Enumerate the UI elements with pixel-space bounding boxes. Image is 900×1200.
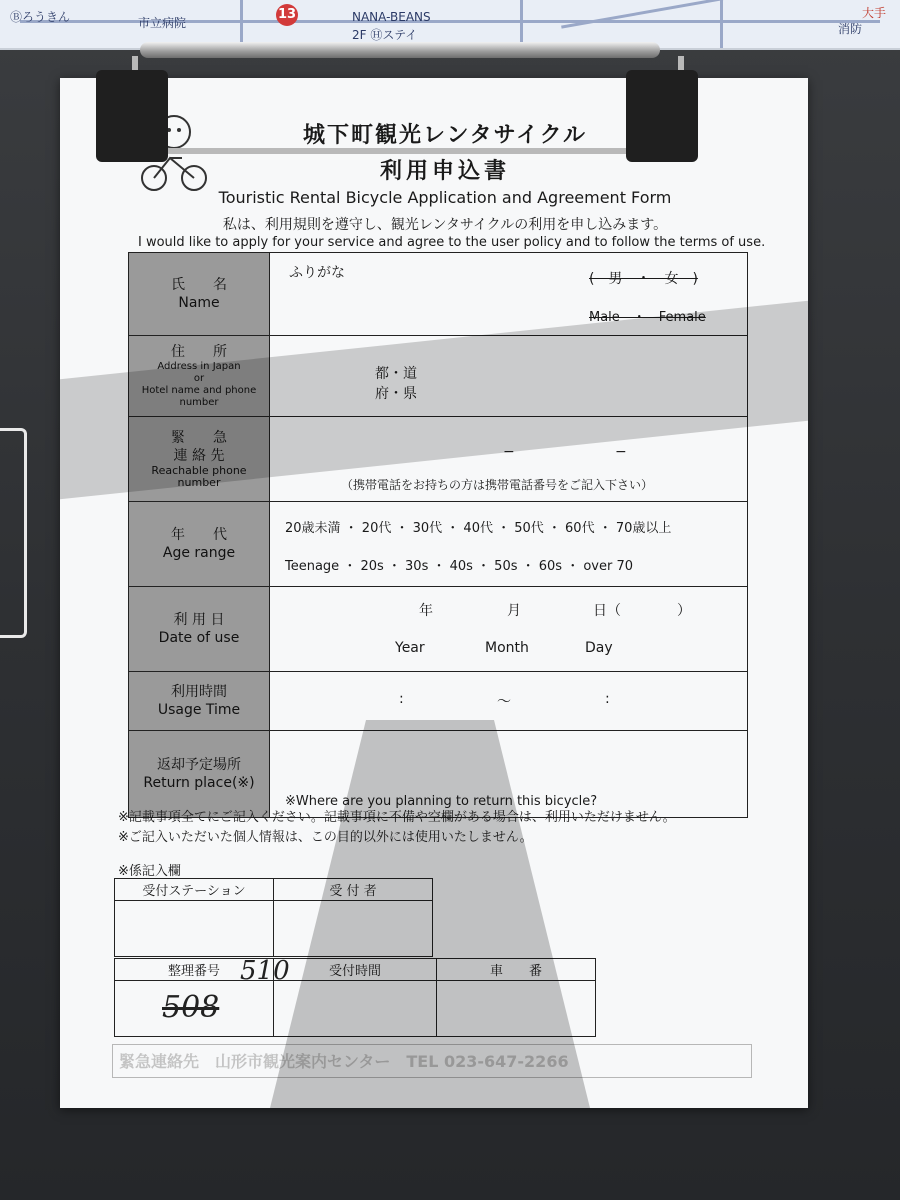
age-options-ja[interactable]: 20歳未満 ・ 20代 ・ 30代 ・ 40代 ・ 50代 ・ 60代 ・ 70歳以上 bbox=[285, 521, 672, 536]
handwritten-serial-old: 508 bbox=[162, 990, 220, 1025]
intro-japanese: 私は、利用規則を遵守し、観光レンタサイクルの利用を申し込みます。 bbox=[222, 217, 668, 233]
year-en: Year bbox=[395, 640, 425, 656]
year-ja: 年 bbox=[419, 603, 433, 619]
date-field[interactable] bbox=[270, 587, 748, 672]
age-range-field[interactable] bbox=[270, 502, 748, 587]
staff-table-top bbox=[114, 878, 433, 957]
route-number-badge: 13 bbox=[276, 4, 298, 26]
serial-header: 整理番号 bbox=[115, 959, 274, 981]
name-label: 氏 名 Name bbox=[129, 253, 270, 336]
furigana-label: ふりがな bbox=[289, 265, 345, 281]
map-label: 2F Ⓗステイ bbox=[352, 28, 418, 42]
map-label: 消防 bbox=[838, 22, 863, 36]
form-note: ※ご記入いただいた個人情報は、この目的以外には使用いたしません。 bbox=[118, 830, 533, 845]
reception-time-cell[interactable] bbox=[274, 981, 437, 1037]
intro-english: I would like to apply for your service and agree to the user policy and to follow the terms of use. bbox=[138, 235, 766, 250]
emergency-contact-footer: 緊急連絡先 山形市観光案内センター TEL 023-647-2266 bbox=[112, 1044, 752, 1078]
phone-dash: − bbox=[615, 444, 627, 460]
date-label: 利 用 日 Date of use bbox=[129, 587, 270, 672]
form-subtitle: 利用申込書 bbox=[379, 159, 510, 184]
time-colon: : bbox=[605, 691, 610, 707]
phone-dash: − bbox=[503, 444, 515, 460]
map-label: 大手 bbox=[862, 6, 887, 20]
day-en: Day bbox=[585, 640, 613, 656]
return-place-field[interactable] bbox=[270, 731, 748, 818]
map-label: Ⓑろうきん bbox=[10, 10, 71, 24]
staff-section-heading: ※係記入欄 bbox=[118, 864, 181, 879]
application-table bbox=[128, 252, 748, 818]
reception-time-header: 受付時間 bbox=[274, 959, 437, 981]
form-title-english: Touristic Rental Bicycle Application and Agreement Form bbox=[218, 188, 672, 207]
return-place-label: 返却予定場所 Return place(※) bbox=[129, 731, 270, 818]
map-label: 市立病院 bbox=[138, 16, 187, 30]
prefecture-suffix-1: 都・道 bbox=[375, 366, 417, 382]
month-ja: 月 bbox=[507, 603, 521, 619]
usage-time-field[interactable] bbox=[270, 672, 748, 731]
address-label: 住 所 Address in Japan or Hotel name and phone number bbox=[129, 336, 270, 417]
emergency-phone-field[interactable] bbox=[270, 417, 748, 502]
map-label: NANA-BEANS bbox=[352, 10, 431, 24]
vehicle-cell[interactable] bbox=[437, 981, 596, 1037]
month-en: Month bbox=[485, 640, 529, 656]
stand-frame bbox=[0, 428, 27, 638]
station-cell[interactable] bbox=[115, 901, 274, 957]
age-label: 年 代 Age range bbox=[129, 502, 270, 587]
form-note: ※記載事項全てにご記入ください。記載事項に不備や空欄がある場合は、利用いただけません。 bbox=[118, 810, 676, 825]
gender-options-ja[interactable]: ( 男 ・ 女 ) bbox=[589, 271, 698, 287]
name-field[interactable] bbox=[270, 253, 748, 336]
address-field[interactable] bbox=[270, 336, 748, 417]
prefecture-suffix-2: 府・県 bbox=[375, 386, 417, 402]
age-options-en[interactable]: Teenage ・ 20s ・ 30s ・ 40s ・ 50s ・ 60s ・ over 70 bbox=[285, 559, 634, 574]
receiver-header: 受 付 者 bbox=[274, 879, 433, 901]
handwritten-serial-new: 510 bbox=[240, 956, 290, 986]
mobile-note: （携帯電話をお持ちの方は携帯電話番号をご記入下さい） bbox=[341, 478, 654, 492]
time-colon: : bbox=[399, 691, 404, 707]
vehicle-header: 車 番 bbox=[437, 959, 596, 981]
day-ja: 日（ ） bbox=[593, 603, 691, 619]
receiver-cell[interactable] bbox=[274, 901, 433, 957]
station-header: 受付ステーション bbox=[115, 879, 274, 901]
form-title: 城下町観光レンタサイクル bbox=[303, 123, 587, 148]
usage-time-label: 利用時間 Usage Time bbox=[129, 672, 270, 731]
emergency-contact-label: 緊 急 連 絡 先 Reachable phone number bbox=[129, 417, 270, 502]
return-note: ※Where are you planning to return this bicycle? bbox=[285, 794, 598, 809]
time-tilde: 〜 bbox=[497, 694, 511, 710]
gender-options-en[interactable]: Male ・ Female bbox=[589, 310, 706, 325]
